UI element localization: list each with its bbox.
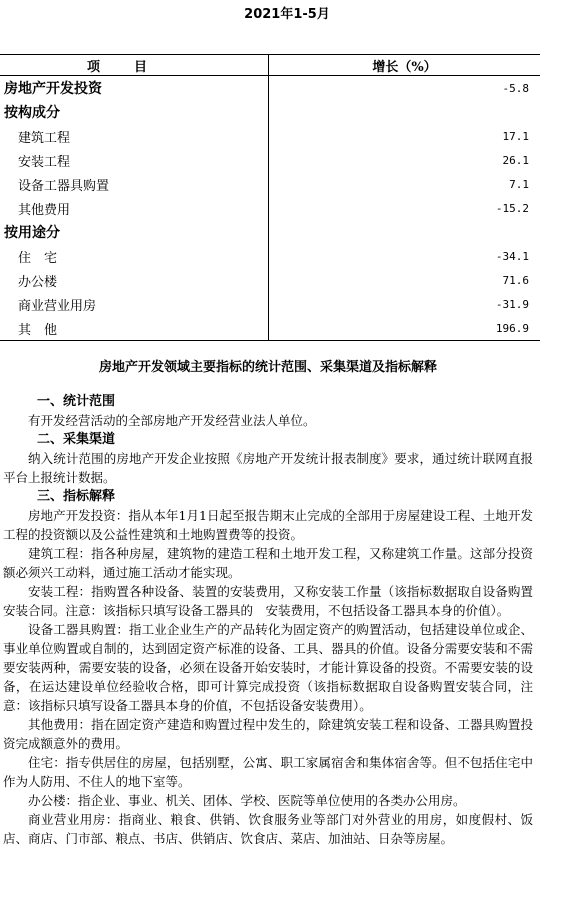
definition-residential: 住宅：指专供居住的房屋，包括别墅，公寓、职工家属宿舍和集体宿舍等。但不包括住宅中作为人防用、不住人的地下室等。 xyxy=(3,755,533,789)
row-growth-value xyxy=(269,220,541,244)
row-label: 设备工器具购置 xyxy=(0,172,269,196)
definition-equipment: 设备工器具购置：指工业企业生产的产品转化为固定资产的购置活动，包括建设单位或企、事业单位购置或自制的，达到固定资产标准的设备、工具、器具的价值。设备分需要安装和不需要安装两种，需要安装的设备，必须在设备开始安装时，才能计算设备的投资。不需要安装的设备，在运达建设单位经验收合格，即可计算完成投资（该指标数据取自设备购置安装合同，注意：该指标只填写设备工器具本身的价值，不包括设备安装费用）。 xyxy=(3,622,533,713)
definition-commercial: 商业营业用房：指商业、粮食、供销、饮食服务业等部门对外营业的用房，如度假村、饭店、商店、门市部、粮点、书店、供销店、饮食店、菜店、加油站、日杂等房屋。 xyxy=(3,812,533,846)
row-label: 其 他 xyxy=(0,316,269,341)
channel-paragraph: 纳入统计范围的房地产开发企业按照《房地产开发统计报表制度》要求，通过统计联网直报平台上报统计数据。 xyxy=(3,451,533,485)
definition-installation: 安装工程：指购置各种设备、装置的安装费用，又称安装工作量（该指标数据取自设备购置安装合同。注意：该指标只填写设备工器具的 安装费用，不包括设备工器具本身的价值）。 xyxy=(3,584,533,618)
definition-construction: 建筑工程：指各种房屋，建筑物的建造工程和土地开发工程，又称建筑工作量。这部分投资额必须兴工动料，通过施工活动才能实现。 xyxy=(3,546,533,580)
indicator-notes xyxy=(3,358,533,848)
row-growth-value: 7.1 xyxy=(509,177,529,191)
row-growth-value xyxy=(269,100,541,124)
table-row xyxy=(0,316,540,341)
row-label: 房地产开发投资 xyxy=(0,76,269,101)
table-row xyxy=(0,268,540,292)
section-heading-definitions: 三、指标解释 xyxy=(37,489,116,504)
row-growth-value: 71.6 xyxy=(502,273,529,287)
table-body xyxy=(0,76,540,341)
row-growth-value: 26.1 xyxy=(502,153,529,167)
row-label: 按用途分 xyxy=(0,220,269,244)
table-row xyxy=(0,172,540,196)
row-label: 办公楼 xyxy=(0,268,269,292)
row-growth-value: -34.1 xyxy=(495,249,529,263)
row-growth-value: -5.8 xyxy=(502,81,529,95)
table-header-row xyxy=(0,55,540,76)
investment-growth-table xyxy=(0,54,540,341)
row-label: 商业营业用房 xyxy=(0,292,269,316)
date-range-title: 2021年1-5月 xyxy=(244,7,330,22)
row-label: 按构成分 xyxy=(0,100,269,124)
column-header-item: 项目 xyxy=(0,55,269,76)
table-row xyxy=(0,244,540,268)
row-label: 建筑工程 xyxy=(0,124,269,148)
table-row xyxy=(0,196,540,220)
row-label: 安装工程 xyxy=(0,148,269,172)
row-label: 其他费用 xyxy=(0,196,269,220)
row-growth-value: 196.9 xyxy=(269,316,541,341)
table-row xyxy=(0,220,540,244)
section-heading-scope: 一、统计范围 xyxy=(37,394,116,409)
table-row xyxy=(0,124,540,148)
table-row xyxy=(0,100,540,124)
column-header-growth: 增长（%） xyxy=(269,55,541,76)
table-row xyxy=(0,292,540,316)
row-label: 住 宅 xyxy=(0,244,269,268)
table-row xyxy=(0,148,540,172)
row-growth-value: 17.1 xyxy=(502,129,529,143)
notes-title: 房地产开发领域主要指标的统计范围、采集渠道及指标解释 xyxy=(98,360,437,375)
row-growth-value: -31.9 xyxy=(495,297,529,311)
scope-paragraph: 有开发经营活动的全部房地产开发经营业法人单位。 xyxy=(28,413,316,428)
definition-other-costs: 其他费用：指在固定资产建造和购置过程中发生的，除建筑安装工程和设备、工器具购置投资完成额意外的费用。 xyxy=(3,717,533,751)
row-growth-value: -15.2 xyxy=(495,201,529,215)
table-row xyxy=(0,76,540,101)
definition-office: 办公楼：指企业、事业、机关、团体、学校、医院等单位使用的各类办公用房。 xyxy=(28,793,466,808)
definition-investment: 房地产开发投资：指从本年1月1日起至报告期末止完成的全部用于房屋建设工程、土地开发工程的投资额以及公益性建筑和土地购置费等的投资。 xyxy=(3,508,533,542)
section-heading-channel: 二、采集渠道 xyxy=(37,432,116,447)
